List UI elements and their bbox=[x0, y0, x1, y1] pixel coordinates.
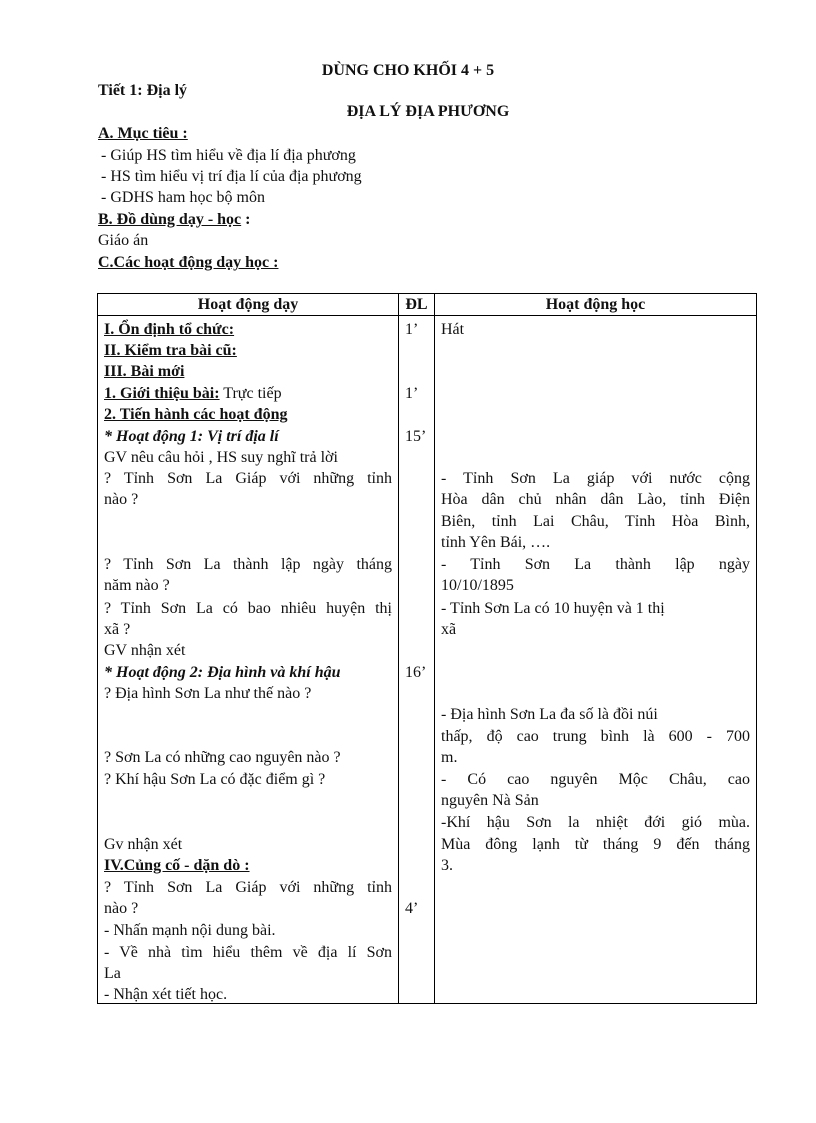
objective-item-3: - GDHS ham học bộ môn bbox=[101, 189, 265, 206]
header-time: ĐL bbox=[399, 294, 435, 316]
teach-line: La bbox=[104, 965, 121, 982]
learn-line: - Tỉnh Sơn La thành lập ngày bbox=[441, 556, 750, 573]
learn-line: thấp, độ cao trung bình là 600 - 700 bbox=[441, 728, 750, 745]
learn-line: 10/10/1895 bbox=[441, 577, 514, 594]
intro-text: Trực tiếp bbox=[219, 385, 282, 402]
grade-title: DÙNG CHO KHỐI 4 + 5 bbox=[321, 62, 495, 79]
learn-line: Mùa đông lạnh từ tháng 9 đến tháng bbox=[441, 836, 750, 853]
teach-line: nào ? bbox=[104, 491, 139, 508]
teach-line bbox=[104, 383, 392, 404]
teach-line: * Hoạt động 2: Địa hình và khí hậu bbox=[104, 664, 341, 681]
learn-line: tỉnh Yên Bái, …. bbox=[441, 534, 551, 551]
learn-line: Hát bbox=[441, 321, 465, 338]
teach-line: II. Kiểm tra bài cũ: bbox=[104, 342, 237, 359]
objective-item-1: - Giúp HS tìm hiểu về địa lí địa phương bbox=[101, 147, 356, 164]
lesson-title: ĐỊA LÝ ĐỊA PHƯƠNG bbox=[346, 103, 510, 120]
header-teaching: Hoạt động dạy bbox=[98, 294, 399, 316]
time-value: 4’ bbox=[405, 900, 419, 917]
teach-line: xã ? bbox=[104, 621, 131, 638]
teach-line: ? Khí hậu Sơn La có đặc điểm gì ? bbox=[104, 771, 326, 788]
teach-line: - Về nhà tìm hiểu thêm về địa lí Sơn bbox=[104, 944, 392, 961]
time-value: 1’ bbox=[405, 321, 419, 338]
section-b-heading-suffix: : bbox=[241, 211, 251, 228]
teach-line: ? Tỉnh Sơn La thành lập ngày tháng bbox=[104, 556, 392, 573]
teach-line: - Nhận xét tiết học. bbox=[104, 986, 228, 1003]
lesson-label: Tiết 1: Địa lý bbox=[98, 82, 188, 99]
learn-line: -Khí hậu Sơn la nhiệt đới gió mùa. bbox=[441, 814, 750, 831]
intro-label: 1. Giới thiệu bài: bbox=[104, 385, 220, 402]
section-c-heading: C.Các hoạt động dạy học : bbox=[98, 254, 279, 271]
learn-line: nguyên Nà Sản bbox=[441, 792, 539, 809]
teach-line: I. Ổn định tổ chức: bbox=[104, 321, 235, 338]
lesson-plan-table bbox=[97, 293, 757, 1004]
teach-line: IV.Củng cố - dặn dò : bbox=[104, 857, 250, 874]
teach-line: - Nhấn mạnh nội dung bài. bbox=[104, 922, 276, 939]
teach-line: GV nêu câu hỏi , HS suy nghĩ trả lời bbox=[104, 449, 338, 466]
teach-line: ? Tỉnh Sơn La Giáp với những tỉnh bbox=[104, 470, 392, 487]
teaching-column bbox=[98, 316, 399, 1004]
objective-item-2: - HS tìm hiểu vị trí địa lí của địa phương bbox=[101, 168, 362, 185]
teach-line: ? Tỉnh Sơn La Giáp với những tỉnh bbox=[104, 879, 392, 896]
learn-line: 3. bbox=[441, 857, 453, 874]
learn-line: xã bbox=[441, 621, 457, 638]
learn-line: Biên, tỉnh Lai Châu, Tỉnh Hòa Bình, bbox=[441, 513, 750, 530]
teach-line: GV nhận xét bbox=[104, 642, 186, 659]
table-body-row bbox=[98, 316, 757, 1004]
time-value: 1’ bbox=[405, 385, 419, 402]
teach-line: năm nào ? bbox=[104, 577, 170, 594]
section-b-heading-text: B. Đồ dùng dạy - học bbox=[98, 211, 242, 228]
section-a-heading: A. Mục tiêu : bbox=[98, 125, 188, 142]
teach-line: * Hoạt động 1: Vị trí địa lí bbox=[104, 428, 279, 445]
teach-line: III. Bài mới bbox=[104, 363, 185, 380]
section-b-heading bbox=[98, 209, 250, 230]
table-header-row bbox=[98, 294, 757, 316]
time-value: 16’ bbox=[405, 664, 427, 681]
teach-line: Gv nhận xét bbox=[104, 836, 183, 853]
learn-line: - Có cao nguyên Mộc Châu, cao bbox=[441, 771, 750, 788]
learn-line: - Tỉnh Sơn La giáp với nước cộng bbox=[441, 470, 750, 487]
time-value: 15’ bbox=[405, 428, 427, 445]
teach-line: ? Tỉnh Sơn La có bao nhiêu huyện thị bbox=[104, 600, 392, 617]
learn-line: Hòa dân chủ nhân dân Lào, tỉnh Điện bbox=[441, 491, 750, 508]
learning-column bbox=[435, 316, 757, 1004]
teach-line: 2. Tiến hành các hoạt động bbox=[104, 406, 288, 423]
learn-line: - Địa hình Sơn La đa số là đồi núi bbox=[441, 706, 658, 723]
teach-line: ? Địa hình Sơn La như thế nào ? bbox=[104, 685, 312, 702]
learn-line: - Tỉnh Sơn La có 10 huyện và 1 thị bbox=[441, 600, 665, 617]
teach-line: ? Sơn La có những cao nguyên nào ? bbox=[104, 749, 341, 766]
time-column bbox=[399, 316, 435, 1004]
section-b-content: Giáo án bbox=[98, 232, 149, 249]
header-learning: Hoạt động học bbox=[435, 294, 757, 316]
teach-line: nào ? bbox=[104, 900, 139, 917]
learn-line: m. bbox=[441, 749, 458, 766]
